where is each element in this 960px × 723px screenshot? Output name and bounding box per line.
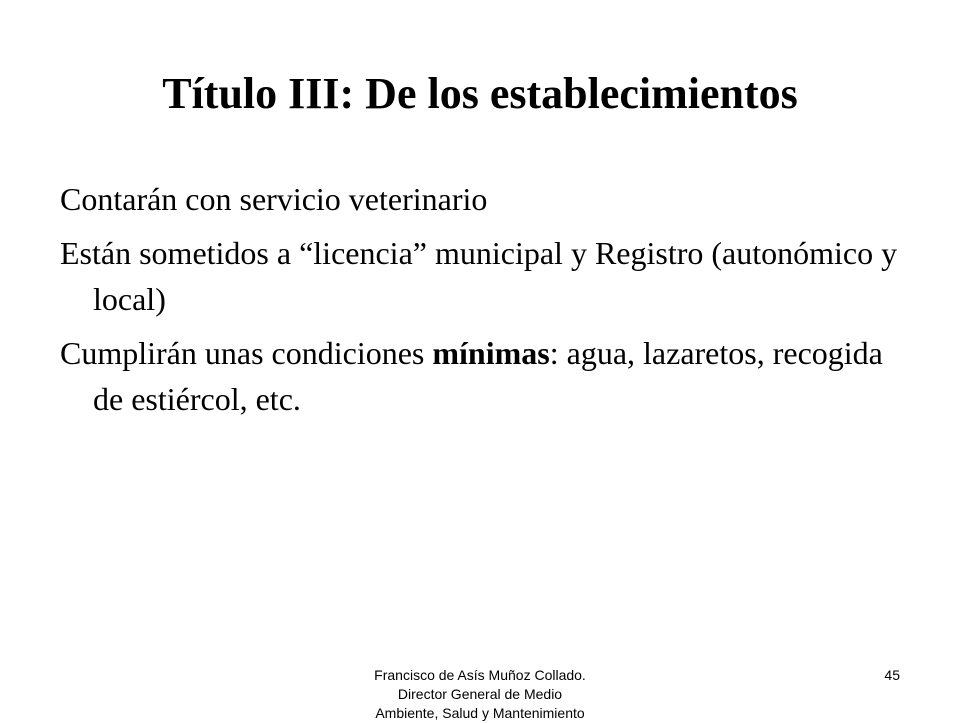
footer-credit xyxy=(320,666,640,723)
footer-credit-line: Ambiente, Salud y Mantenimiento xyxy=(375,705,585,721)
slide-number: 45 xyxy=(884,667,900,683)
footer-credit-line: Director General de Medio xyxy=(397,686,563,702)
bullet-text-start: Cumplirán unas condiciones xyxy=(60,335,433,371)
bullet-emphasis: mínimas xyxy=(432,335,550,371)
bullet-list xyxy=(60,176,920,430)
bullet-item xyxy=(60,330,920,422)
bullet-item xyxy=(60,176,920,222)
bullet-text: Contarán con servicio veterinario xyxy=(60,181,488,217)
bullet-text: Están sometidos a “licencia” municipal y Registro (autonómico y local) xyxy=(60,235,898,317)
bullet-item xyxy=(60,230,920,322)
slide-title: Título III: De los establecimientos xyxy=(162,69,798,118)
bullet-text-end: : agua, lazaretos, recogida de estiércol, etc. xyxy=(93,335,883,417)
footer-credit-line: Francisco de Asís Muñoz Collado. xyxy=(374,667,586,683)
